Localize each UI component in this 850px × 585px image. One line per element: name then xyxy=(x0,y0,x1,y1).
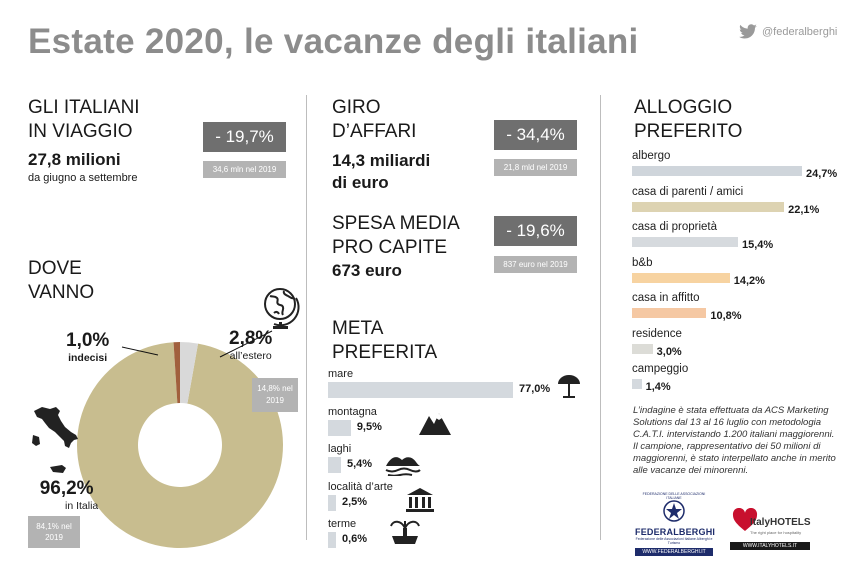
lodging-row-bnb-value: 14,2% xyxy=(733,274,765,287)
revenue-heading-line1: GIRO xyxy=(332,97,381,118)
lodging-row-hotel-value: 24,7% xyxy=(806,168,838,180)
page-title: Estate 2020, le vacanze degli italiani xyxy=(28,22,639,61)
federalberghi-logo[interactable] xyxy=(635,492,716,556)
travel-heading xyxy=(28,96,140,144)
travel-prev-badge: 34,6 mln nel 2019 xyxy=(203,161,286,178)
meta-heading-line1: META xyxy=(332,318,384,339)
revenue-heading-line2: D’AFFARI xyxy=(332,121,417,142)
lodging-row-camping-label: campeggio xyxy=(632,363,689,375)
lake-icon xyxy=(384,450,422,476)
meta-row-lakes-value: 5,4% xyxy=(346,458,373,470)
travel-heading-line1: GLI ITALIANI xyxy=(28,97,140,118)
travel-period: da giugno a settembre xyxy=(28,172,138,184)
meta-row-sea-value: 77,0% xyxy=(519,383,551,395)
lodging-bar-chart xyxy=(632,150,842,395)
travel-change-badge: - 19,7% xyxy=(203,122,286,152)
revenue-change-badge: - 34,4% xyxy=(494,120,577,150)
federalberghi-wordmark: FEDERALBERGHI xyxy=(635,527,716,537)
lodging-row-hotel-label: albergo xyxy=(632,150,671,162)
lodging-row-relatives-label: casa di parenti / amici xyxy=(632,185,744,198)
meta-row-lakes-label: laghi xyxy=(328,443,352,455)
travel-value: 27,8 milioni xyxy=(28,150,121,169)
meta-row-art-label: località d’arte xyxy=(328,480,393,493)
lodging-row-relatives-bar xyxy=(632,202,784,212)
revenue-value-line2: di euro xyxy=(332,173,389,192)
revenue-value xyxy=(332,150,430,194)
meta-row-spa-value: 0,6% xyxy=(342,533,368,545)
temple-icon xyxy=(405,487,435,513)
italyhotels-tagline: The right place for hospitality xyxy=(750,530,802,535)
italy-label: in Italia xyxy=(65,500,99,512)
beach-umbrella-icon xyxy=(555,372,583,400)
donut-label-undecided xyxy=(66,330,109,364)
spending-heading xyxy=(332,212,460,260)
divider-left xyxy=(306,95,307,540)
spending-prev-badge: 837 euro nel 2019 xyxy=(494,256,577,273)
lodging-row-rent-label: casa in affitto xyxy=(632,292,700,304)
lodging-row-rent-value: 10,8% xyxy=(710,310,742,322)
fountain-icon xyxy=(389,518,421,548)
lodging-row-owned-label: casa di proprietà xyxy=(632,221,718,233)
federalberghi-emblem-icon xyxy=(659,500,689,522)
where-heading-line1: DOVE xyxy=(28,258,82,279)
mountain-icon xyxy=(418,410,452,436)
abroad-label: all’estero xyxy=(229,350,272,362)
meta-heading-line2: PREFERITA xyxy=(332,342,438,363)
lodging-row-rent-bar xyxy=(632,308,706,318)
meta-row-spa-label: terme xyxy=(328,518,357,530)
lodging-row-residence-value: 3,0% xyxy=(656,345,682,358)
where-heading-line2: VANNO xyxy=(28,282,95,303)
twitter-handle[interactable] xyxy=(738,24,837,40)
lodging-row-camping-value: 1,4% xyxy=(645,381,671,393)
meta-row-lakes-bar xyxy=(328,457,341,473)
meta-row-art-value: 2,5% xyxy=(342,495,368,508)
italy-map-icon xyxy=(28,405,80,477)
lodging-row-owned-bar xyxy=(632,237,738,247)
italyhotels-wordmark: ItalyHOTELS xyxy=(750,517,811,528)
lodging-row-hotel-bar xyxy=(632,166,802,176)
meta-row-mountain-bar xyxy=(328,420,351,436)
lodging-row-residence-label: residence xyxy=(632,327,682,340)
twitter-handle-text: @federalberghi xyxy=(762,26,838,38)
globe-icon xyxy=(262,286,302,330)
meta-row-mountain-label: montagna xyxy=(328,405,377,418)
spending-heading-line1: SPESA MEDIA xyxy=(332,213,460,234)
meta-row-spa-bar xyxy=(328,532,336,548)
meta-row-mountain-value: 9,5% xyxy=(356,420,382,433)
abroad-prev-badge: 14,8% nel 2019 xyxy=(252,378,298,412)
abroad-pct: 2,8% xyxy=(229,328,273,349)
italy-prev-badge: 84,1% nel 2019 xyxy=(28,516,80,548)
lodging-row-camping-bar xyxy=(632,379,642,389)
undecided-label: indecisi xyxy=(68,352,108,364)
divider-right xyxy=(600,95,601,540)
italy-pct: 96,2% xyxy=(39,478,94,499)
lodging-row-bnb-bar xyxy=(632,273,730,283)
meta-row-sea-label: mare xyxy=(328,368,354,380)
meta-heading xyxy=(332,317,437,365)
italyhotels-url: WWW.ITALYHOTELS.IT xyxy=(730,542,810,550)
twitter-icon xyxy=(738,24,758,40)
survey-note: L’indagine è stata effettuata da ACS Marketing Solutions dal 13 al 16 luglio con metodologia C.A.T.I. intervistando 1.200 italiani maggiorenni. Il campione, rappresentativo dei 50 milioni di maggiorenni, è stato interpellato anche in merito alle vacanze dei minorenni. xyxy=(633,405,836,476)
lodging-row-bnb-label: b&b xyxy=(632,256,653,269)
meta-row-art-bar xyxy=(328,495,336,511)
revenue-prev-badge: 21,8 mld nel 2019 xyxy=(494,159,577,176)
donut-slices xyxy=(77,342,283,548)
federalberghi-subtitle: Federazione delle Associazioni Italiane Alberghi e Turismo xyxy=(635,537,713,545)
lodging-heading xyxy=(634,96,742,144)
spending-heading-line2: PRO CAPITE xyxy=(332,237,448,258)
revenue-value-line1: 14,3 miliardi xyxy=(332,151,431,170)
lodging-row-relatives-value: 22,1% xyxy=(788,203,820,216)
lodging-row-residence-bar xyxy=(632,344,653,354)
lodging-heading-line2: PREFERITO xyxy=(634,121,743,142)
donut-label-abroad xyxy=(229,328,272,362)
lodging-heading-line1: ALLOGGIO xyxy=(634,97,733,118)
federalberghi-url: WWW.FEDERALBERGHI.IT xyxy=(635,548,713,556)
travel-heading-line2: IN VIAGGIO xyxy=(28,121,133,142)
undecided-pct: 1,0% xyxy=(66,330,110,351)
federalberghi-arc-text: FEDERAZIONE DELLE ASSOCIAZIONI ITALIANE xyxy=(642,492,706,500)
where-heading xyxy=(28,257,94,305)
revenue-heading xyxy=(332,96,416,144)
donut-label-italy xyxy=(35,478,98,512)
spending-change-badge: - 19,6% xyxy=(494,216,577,246)
spending-value: 673 euro xyxy=(332,261,402,280)
lodging-row-owned-value: 15,4% xyxy=(741,239,774,251)
meta-row-sea-bar xyxy=(328,382,513,398)
